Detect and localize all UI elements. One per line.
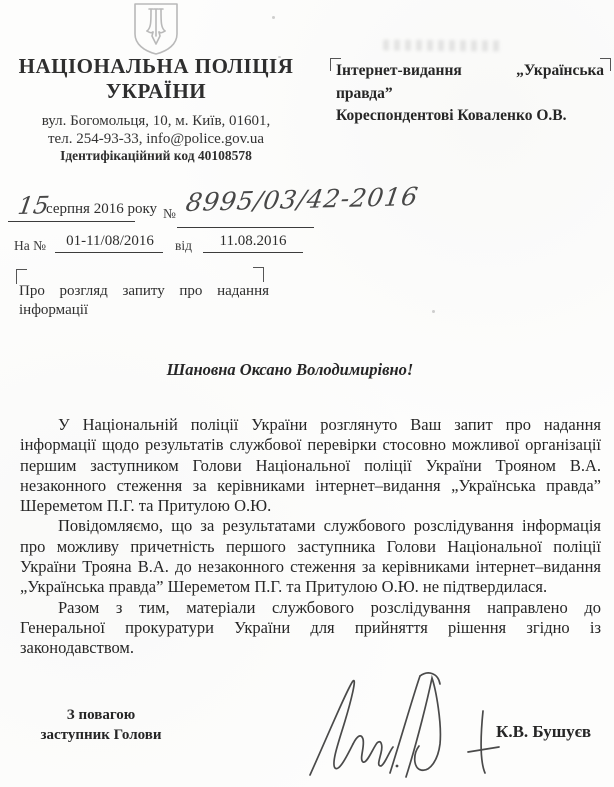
recipient-line2: правда” — [336, 84, 393, 102]
number-underline — [177, 227, 314, 228]
recipient-line1-left: Інтернет-видання — [336, 62, 462, 79]
body-paragraph-3: Разом з тим, матеріали службового розслідування направлено до Генеральної прокуратури України для прийняття рішення згідно із законодавством. — [20, 597, 601, 658]
org-address — [0, 112, 312, 148]
closing-line1: З повагою — [66, 707, 136, 723]
body-paragraph-2: Повідомляємо, що за результатами службового розслідування інформація про можливу причетність першого заступника Голови Національної поліції України Трояна В.А. до незаконного стеження за керівниками інтернет–видання „Українська правда” Шереметом П.Г. та Притулою О.Ю. не підтвердилася. — [20, 516, 601, 597]
body-paragraph-1: У Національній поліції України розглянуто Ваш запит про надання інформації щодо результатів службової перевірки стосовно можливої організації першим заступником Голови Національної поліції України Трояном В.А. незаконного стеження за керівниками інтернет–видання „Українська правда” Шереметом П.Г. та Притулою О.Ю. — [20, 415, 601, 516]
recipient-line3: Кореспондентові Коваленко О.В. — [336, 107, 567, 124]
reply-date-underline — [203, 252, 303, 253]
recipient-line1 — [336, 60, 604, 83]
reply-number: 01-11/08/2016 — [66, 233, 154, 249]
org-name — [0, 54, 312, 104]
handwritten-outgoing-number: 8995/03/42-2016 — [184, 181, 421, 217]
salutation: Шановна Оксано Володимирівно! — [166, 360, 414, 379]
scan-speck — [272, 16, 275, 19]
scan-speck — [432, 310, 435, 313]
handwritten-signature — [300, 663, 510, 785]
handwritten-date-day: 15 — [16, 191, 51, 220]
org-name-line2: УКРАЇНИ — [105, 79, 207, 103]
from-label: від — [175, 238, 192, 253]
faint-stamp-smudge — [383, 39, 501, 51]
date-printed: серпня 2016 року — [46, 201, 158, 217]
subject-line: Про розгляд запиту про надання інформації — [19, 283, 269, 318]
recipient-line1-right: „Українська — [516, 62, 604, 79]
signer-name: К.В. Бушуєв — [496, 722, 592, 741]
address-line2: тел. 254-93-33, info@police.gov.ua — [48, 131, 264, 147]
ukraine-trident-emblem — [127, 2, 185, 56]
reply-number-underline — [55, 252, 163, 253]
org-name-line1: НАЦІОНАЛЬНА ПОЛІЦІЯ — [18, 54, 294, 78]
reply-date: 11.08.2016 — [219, 233, 287, 249]
subject-corner-mark-right — [253, 267, 264, 282]
recipient-block — [336, 60, 604, 128]
address-line1: вул. Богомольця, 10, м. Київ, 01601, — [41, 113, 271, 129]
org-id-code: Ідентифікаційний код 40108578 — [60, 148, 252, 163]
reply-label: На № — [14, 238, 46, 253]
closing-line2: заступник Голови — [40, 727, 162, 743]
letter-body — [20, 415, 601, 659]
date-underline — [8, 221, 135, 222]
number-label: № — [163, 206, 176, 221]
closing-block — [20, 705, 182, 745]
